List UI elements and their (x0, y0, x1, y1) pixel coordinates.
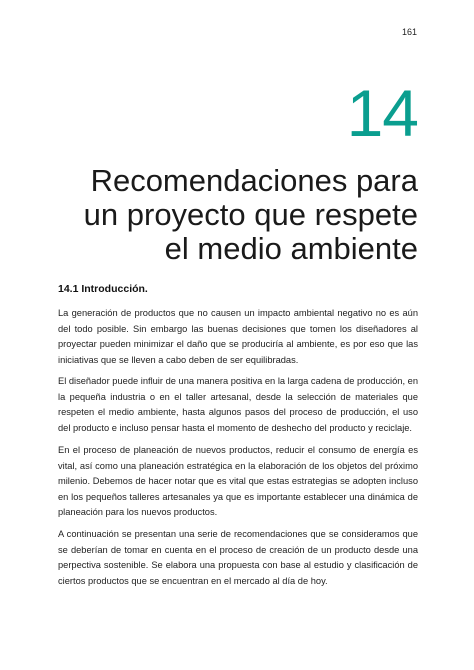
paragraph-4: A continuación se presentan una serie de recomendaciones que se consideramos que se deberían de tomar en cuenta en el proceso de creación de un producto desde una perpectiva sostenible. Se elabora una propuesta con base al estudio y clasificación de ciertos productos que se encuentran en el mercado al día de hoy. (58, 529, 418, 586)
paragraph-1: La generación de productos que no causen un impacto ambiental negativo no es aún del todo posible. Sin embargo las buenas decisiones que tomen los diseñadores al proyectar pueden minimizar el daño que se produciría al ambiente, es por eso que las iniciativas que se lleven a cabo deben de ser equilibradas. (58, 308, 418, 365)
paragraph-2: El diseñador puede influir de una manera positiva en la larga cadena de producción, en la pequeña industria o en el taller artesanal, desde la selección de materiales que respeten el medio ambiente, hasta algunos pasos del proceso de producción, el uso del producto e incluso pensar hasta el momento de deshecho del producto y reciclaje. (58, 376, 418, 433)
chapter-title-line-3: el medio ambiente (164, 231, 418, 266)
section-heading: 14.1 Introducción. (58, 283, 148, 295)
chapter-title-line-1: Recomendaciones para (90, 163, 418, 198)
page-number: 161 (401, 27, 417, 37)
paragraph-3: En el proceso de planeación de nuevos productos, reducir el consumo de energía es vital, así como una planeación estratégica en la elaboración de los objetos del próximo milenio. Debemos de hacer notar que es vital que estas estrategias se adopten incluso en los pequeños talleres artesanales ya que es importante establecer una dinámica de planeación para los nuevos productos. (58, 445, 418, 518)
chapter-title (58, 164, 418, 266)
chapter-number: 14 (346, 76, 418, 150)
chapter-title-line-2: un proyecto que respete (83, 197, 418, 232)
